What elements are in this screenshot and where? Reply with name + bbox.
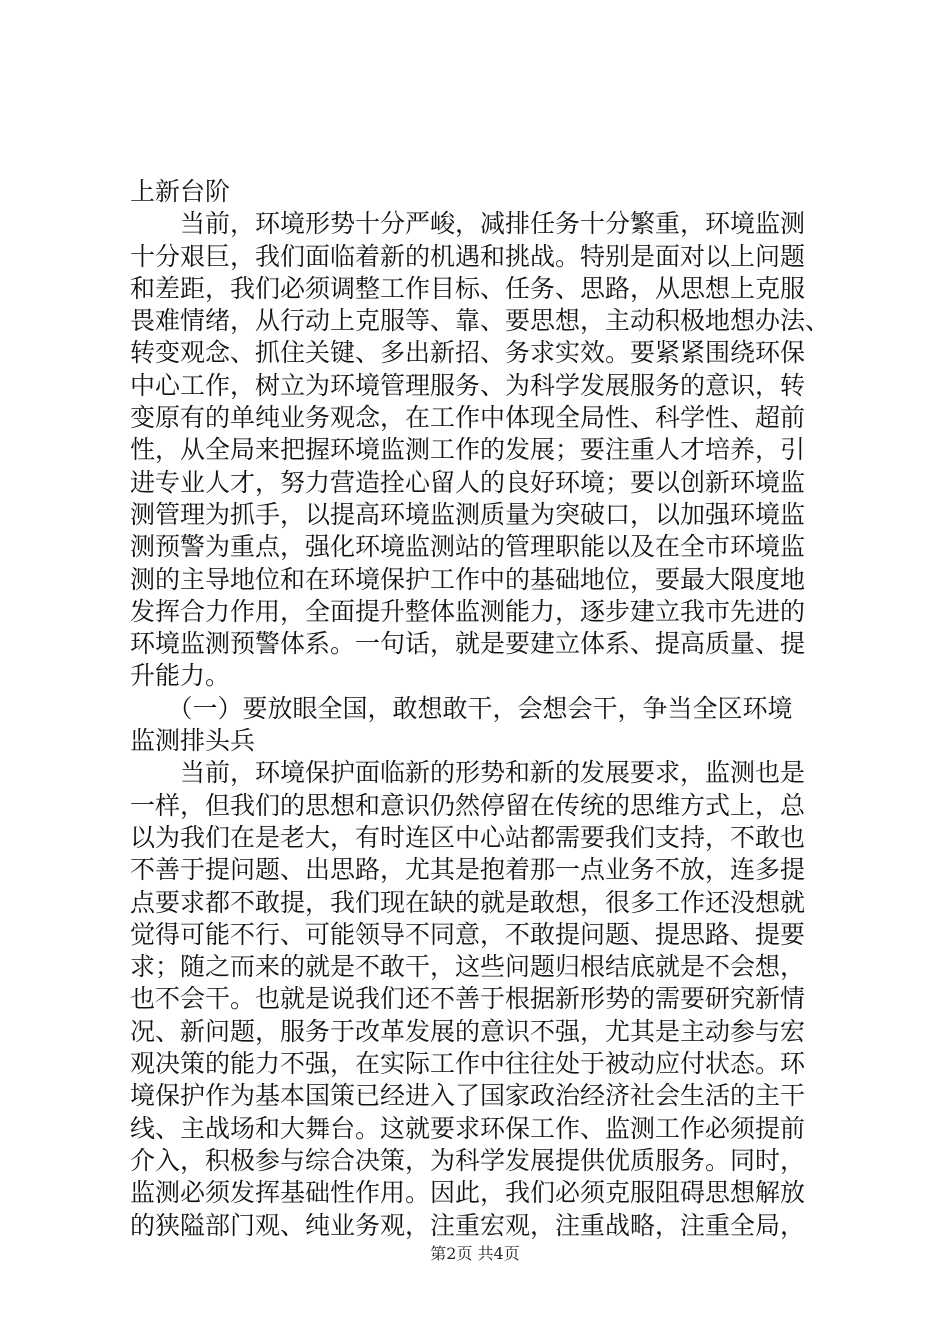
- text-line: 求；随之而来的就是不敢干，这些问题归根结底就是不会想，: [130, 952, 806, 982]
- section-heading-line: （一）要放眼全国，敢想敢干，会想会干，争当全区环境: [130, 693, 793, 723]
- text-line: 境保护作为基本国策已经进入了国家政治经济社会生活的主干: [130, 1081, 806, 1111]
- text-line: 变原有的单纯业务观念，在工作中体现全局性、科学性、超前: [130, 403, 806, 433]
- text-line: 测预警为重点，强化环境监测站的管理职能以及在全市环境监: [130, 532, 806, 562]
- text-line: 当前，环境形势十分严峻，减排任务十分繁重，环境监测: [130, 209, 806, 239]
- text-line: 当前，环境保护面临新的形势和新的发展要求，监测也是: [130, 758, 806, 788]
- text-line: 的狭隘部门观、纯业务观，注重宏观，注重战略，注重全局，: [130, 1210, 806, 1240]
- section-heading-line: 监测排头兵: [130, 726, 256, 756]
- text-line: 不善于提问题、出思路，尤其是抱着那一点业务不放，连多提: [130, 855, 806, 885]
- text-line: 转变观念、抓住关键、多出新招、务求实效。要紧紧围绕环保: [130, 338, 806, 368]
- text-line: 点要求都不敢提，我们现在缺的就是敢想，很多工作还没想就: [130, 887, 806, 917]
- text-line: 况、新问题，服务于改革发展的意识不强，尤其是主动参与宏: [130, 1016, 806, 1046]
- text-line: 十分艰巨，我们面临着新的机遇和挑战。特别是面对以上问题: [130, 241, 806, 271]
- page-footer: 第2页 共4页: [430, 1244, 520, 1263]
- text-line: 发挥合力作用，全面提升整体监测能力，逐步建立我市先进的: [130, 596, 806, 626]
- text-line: 介入，积极参与综合决策，为科学发展提供优质服务。同时，: [130, 1145, 806, 1175]
- text-line: 一样，但我们的思想和意识仍然停留在传统的思维方式上，总: [130, 790, 806, 820]
- text-line: 进专业人才，努力营造拴心留人的良好环境；要以创新环境监: [130, 467, 806, 497]
- text-line: 和差距，我们必须调整工作目标、任务、思路，从思想上克服: [130, 273, 806, 303]
- text-line: 性，从全局来把握环境监测工作的发展；要注重人才培养，引: [130, 435, 806, 465]
- text-line: 中心工作，树立为环境管理服务、为科学发展服务的意识，转: [130, 370, 806, 400]
- text-line: 监测必须发挥基础性作用。因此，我们必须克服阻碍思想解放: [130, 1178, 806, 1208]
- text-line: 环境监测预警体系。一句话，就是要建立体系、提高质量、提: [130, 629, 806, 659]
- text-line: 观决策的能力不强，在实际工作中往往处于被动应付状态。环: [130, 1049, 806, 1079]
- text-line: 线、主战场和大舞台。这就要求环保工作、监测工作必须提前: [130, 1113, 806, 1143]
- text-line: 也不会干。也就是说我们还不善于根据新形势的需要研究新情: [130, 984, 806, 1014]
- text-line: 以为我们在是老大，有时连区中心站都需要我们支持，不敢也: [130, 822, 806, 852]
- text-line: 测的主导地位和在环境保护工作中的基础地位，要最大限度地: [130, 564, 806, 594]
- body-text: [130, 176, 844, 1242]
- text-line: 升能力。: [130, 661, 231, 691]
- text-line: 测管理为抓手，以提高环境监测质量为突破口，以加强环境监: [130, 499, 806, 529]
- text-line: 觉得可能不行、可能领导不同意，不敢提问题、提思路、提要: [130, 919, 806, 949]
- text-line: 上新台阶: [130, 177, 231, 206]
- text-line: 畏难情绪，从行动上克服等、靠、要思想，主动积极地想办法、: [130, 306, 831, 336]
